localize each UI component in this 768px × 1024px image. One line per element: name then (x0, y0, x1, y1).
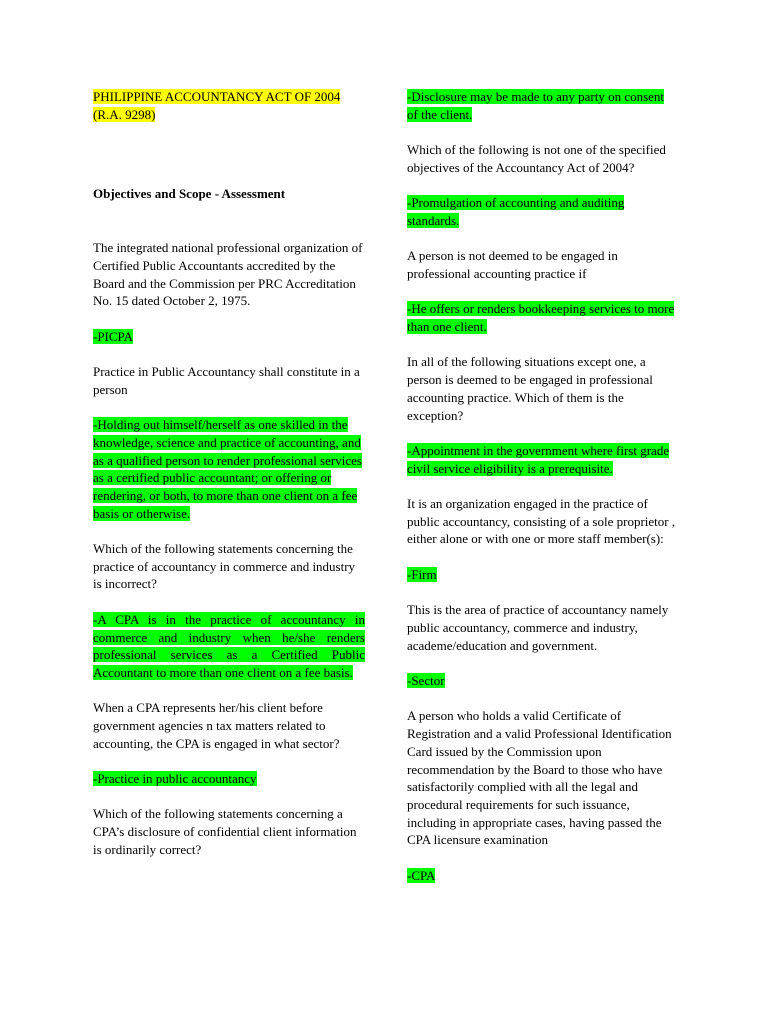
answer-highlight: -Appointment in the government where first grade civil service eligibility is a prerequisite. (407, 442, 670, 476)
answer-text (407, 88, 677, 123)
question-text: Which of the following is not one of the specified objectives of the Accountancy Act of 2004? (407, 142, 666, 175)
question-text: It is an organization engaged in the practice of public accountancy, consisting of a sole proprietor , either alone or with one or more staff member(s): (407, 496, 676, 547)
answer-highlight: -A CPA is in the practice of accountancy in commerce and industry when he/she renders professional services as a Certified Public Accountant to more than one client on a fee basis. (93, 611, 365, 680)
question-text: When a CPA represents her/his client before government agencies n tax matters related to accounting, the CPA is engaged in what sector? (93, 700, 340, 751)
answer-text (93, 416, 365, 522)
title-highlight: PHILIPPINE ACCOUNTANCY ACT OF 2004 (R.A. 9298) (93, 89, 341, 122)
question-text: Which of the following statements concerning a CPA’s disclosure of confidential client information is ordinarily correct? (93, 806, 357, 857)
answer-highlight: -Firm (407, 566, 437, 582)
question-text: In all of the following situations except one, a person is deemed to be engaged in professional accounting practice. Which of them is the exception? (407, 354, 653, 423)
answer-text (407, 194, 677, 229)
right-column (407, 88, 677, 902)
answer-highlight: -Practice in public accountancy (93, 771, 257, 787)
answer-highlight: -Sector (407, 673, 445, 689)
question-text: The integrated national professional organization of Certified Public Accountants accredited by the Board and the Commission per PRC Accreditation No. 15 dated October 2, 1975. (93, 240, 363, 309)
answer-text (407, 566, 677, 584)
answer-highlight: -Holding out himself/herself as one skilled in the knowledge, science and practice of accounting, and as a qualified person to render professional services as a certified public accountant; or offering or rendering, or both, to more than one client on a fee basis or otherwise. (93, 417, 362, 521)
answer-text (93, 770, 365, 788)
section-heading: Objectives and Scope - Assessment (93, 186, 286, 202)
answer-highlight: -He offers or renders bookkeeping services to more than one client. (407, 301, 675, 335)
question-text: A person who holds a valid Certificate of Registration and a valid Professional Identification Card issued by the Commission upon recommendation by the Board to those who have satisfactorily complied with all the legal and procedural requirements for such issuance, including in appropriate cases, having passed the CPA licensure examination (407, 708, 672, 848)
answer-text (93, 611, 365, 682)
answer-text (93, 328, 365, 346)
answer-highlight: -Promulgation of accounting and auditing standards. (407, 195, 625, 228)
answer-text (407, 442, 677, 477)
question-text: Which of the following statements concerning the practice of accountancy in commerce and industry is incorrect? (93, 541, 356, 592)
left-column (93, 88, 365, 876)
answer-text (407, 867, 677, 885)
question-text: This is the area of practice of accountancy namely public accountancy, commerce and industry, academe/education and government. (407, 602, 669, 653)
answer-highlight: -PICPA (93, 328, 133, 344)
answer-highlight: -Disclosure may be made to any party on consent of the client. (407, 89, 665, 122)
document-title (93, 88, 365, 123)
question-text: Practice in Public Accountancy shall constitute in a person (93, 364, 360, 397)
question-text: A person is not deemed to be engaged in professional accounting practice if (407, 248, 618, 281)
answer-text (407, 672, 677, 690)
answer-highlight: -CPA (407, 867, 436, 883)
answer-text (407, 300, 677, 335)
